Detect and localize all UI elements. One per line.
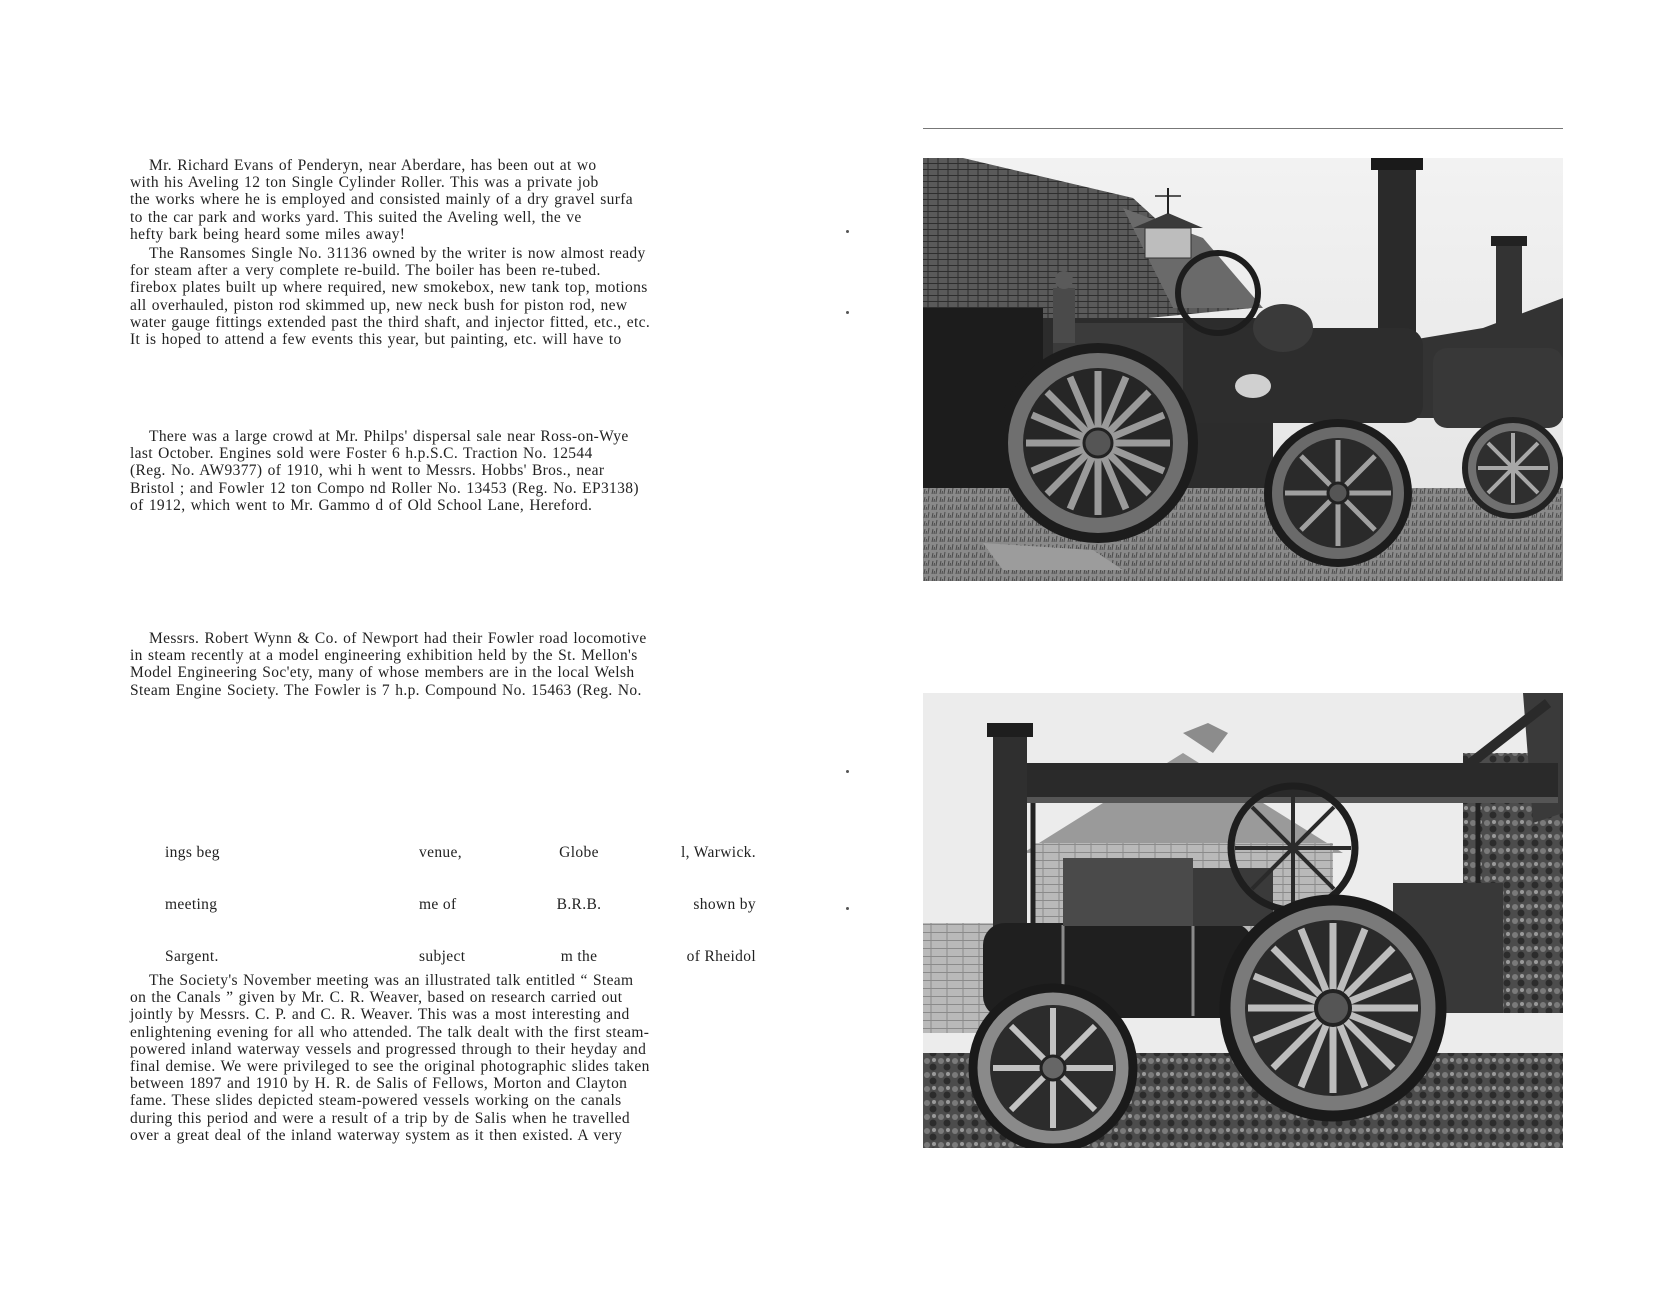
fragment-text: m the <box>560 947 598 965</box>
text-line: all overhauled, piston rod skimmed up, new neck bush for piston rod, new <box>130 296 628 314</box>
text-line: Model Engineering Soc'ety, many of whose members are in the local Welsh <box>130 664 635 682</box>
paragraph-evans <box>130 157 740 243</box>
photo-traction-engines-barn <box>923 158 1563 581</box>
text-line: between 1897 and 1910 by H. R. de Salis of Fellows, Morton and Clayton <box>130 1075 628 1093</box>
fragment-text: venue, <box>419 844 462 862</box>
fragment-text: Sargent. <box>165 947 219 965</box>
text-line: powered inland waterway vessels and progressed through to their heyday and <box>130 1040 647 1058</box>
photo-traction-engines-barn-image <box>923 158 1563 581</box>
paragraph-ransomes <box>130 245 755 348</box>
text-line: Bristol ; and Fowler 12 ton Compo nd Roller No. 13453 (Reg. No. EP3138) <box>130 479 639 497</box>
text-line: on the Canals ” given by Mr. C. R. Weaver, based on research carried out <box>130 989 623 1007</box>
fragment-text: meeting <box>165 896 218 914</box>
margin-mark <box>846 770 849 773</box>
fragment-text: me of <box>419 896 457 914</box>
text-line: (Reg. No. AW9377) of 1910, whi h went to Messrs. Hobbs' Bros., near <box>130 462 605 480</box>
text-line: enlightening evening for all who attended. The talk dealt with the first steam- <box>130 1023 650 1041</box>
fragment-text: l, Warwick. <box>680 844 756 862</box>
text-line: of 1912, which went to Mr. Gammo d of Old School Lane, Hereford. <box>130 496 593 514</box>
text-line: The Society's November meeting was an illustrated talk entitled “ Steam <box>149 972 634 989</box>
text-line: jointly by Messrs. C. P. and C. R. Weaver. This was a most interesting and <box>130 1006 630 1024</box>
text-line: to the car park and works yard. This suited the Aveling well, the ve <box>130 208 582 226</box>
margin-mark <box>846 230 849 233</box>
fragment-col-4 <box>640 810 756 999</box>
paragraph-wynn <box>130 630 755 699</box>
photo-top-edge <box>923 128 1563 129</box>
text-line: last October. Engines sold were Foster 6 h.p.S.C. Traction No. 12544 <box>130 445 593 463</box>
text-line: the works where he is employed and consisted mainly of a dry gravel surfa <box>130 191 633 209</box>
text-line: The Ransomes Single No. 31136 owned by the writer is now almost ready <box>149 245 646 262</box>
text-line: over a great deal of the inland waterway system as it then existed. A very <box>130 1126 623 1144</box>
fragment-text: ings beg <box>165 844 220 862</box>
text-line: firebox plates built up where required, new smokebox, new tank top, motions <box>130 279 648 297</box>
text-line: for steam after a very complete re-build. The boiler has been re-tubed. <box>130 262 601 280</box>
margin-mark <box>846 907 849 910</box>
margin-mark <box>846 311 849 314</box>
fragment-text: B.R.B. <box>556 896 602 914</box>
fragment-col-1 <box>165 810 220 999</box>
text-line: in steam recently at a model engineering exhibition held by the St. Mellon's <box>130 647 638 665</box>
text-line: final demise. We were privileged to see the original photographic slides taken <box>130 1058 650 1076</box>
fragment-text: subject <box>419 947 466 965</box>
fragment-col-2 <box>419 810 465 999</box>
text-line: during this period and were a result of a trip by de Salis when he travelled <box>130 1109 631 1127</box>
photo-traction-engine-canopy-image <box>923 693 1563 1148</box>
fragment-text: shown by <box>693 896 756 914</box>
paragraph-november-meeting <box>130 972 755 1144</box>
fragment-col-3 <box>534 810 624 999</box>
text-line: Messrs. Robert Wynn & Co. of Newport had their Fowler road locomotive <box>149 630 647 647</box>
fragment-text: Globe <box>559 844 599 862</box>
text-line: water gauge fittings extended past the third shaft, and injector fitted, etc., etc. <box>130 313 651 331</box>
text-line: fame. These slides depicted steam-powered vessels working on the canals <box>130 1092 622 1110</box>
text-line: Mr. Richard Evans of Penderyn, near Aberdare, has been out at wo <box>149 157 597 174</box>
text-line: There was a large crowd at Mr. Philps' dispersal sale near Ross-on-Wye <box>149 428 629 445</box>
fragment-text: of Rheidol <box>686 947 756 965</box>
text-line: hefty bark being heard some miles away! <box>130 225 406 243</box>
text-line: Steam Engine Society. The Fowler is 7 h.p. Compound No. 15463 (Reg. No. <box>130 681 642 699</box>
paragraph-philps-sale <box>130 428 755 514</box>
text-line: It is hoped to attend a few events this year, but painting, etc. will have to <box>130 331 622 349</box>
text-line: with his Aveling 12 ton Single Cylinder Roller. This was a private job <box>130 174 599 192</box>
fragmented-text-row <box>0 810 780 965</box>
photo-traction-engine-canopy <box>923 693 1563 1148</box>
